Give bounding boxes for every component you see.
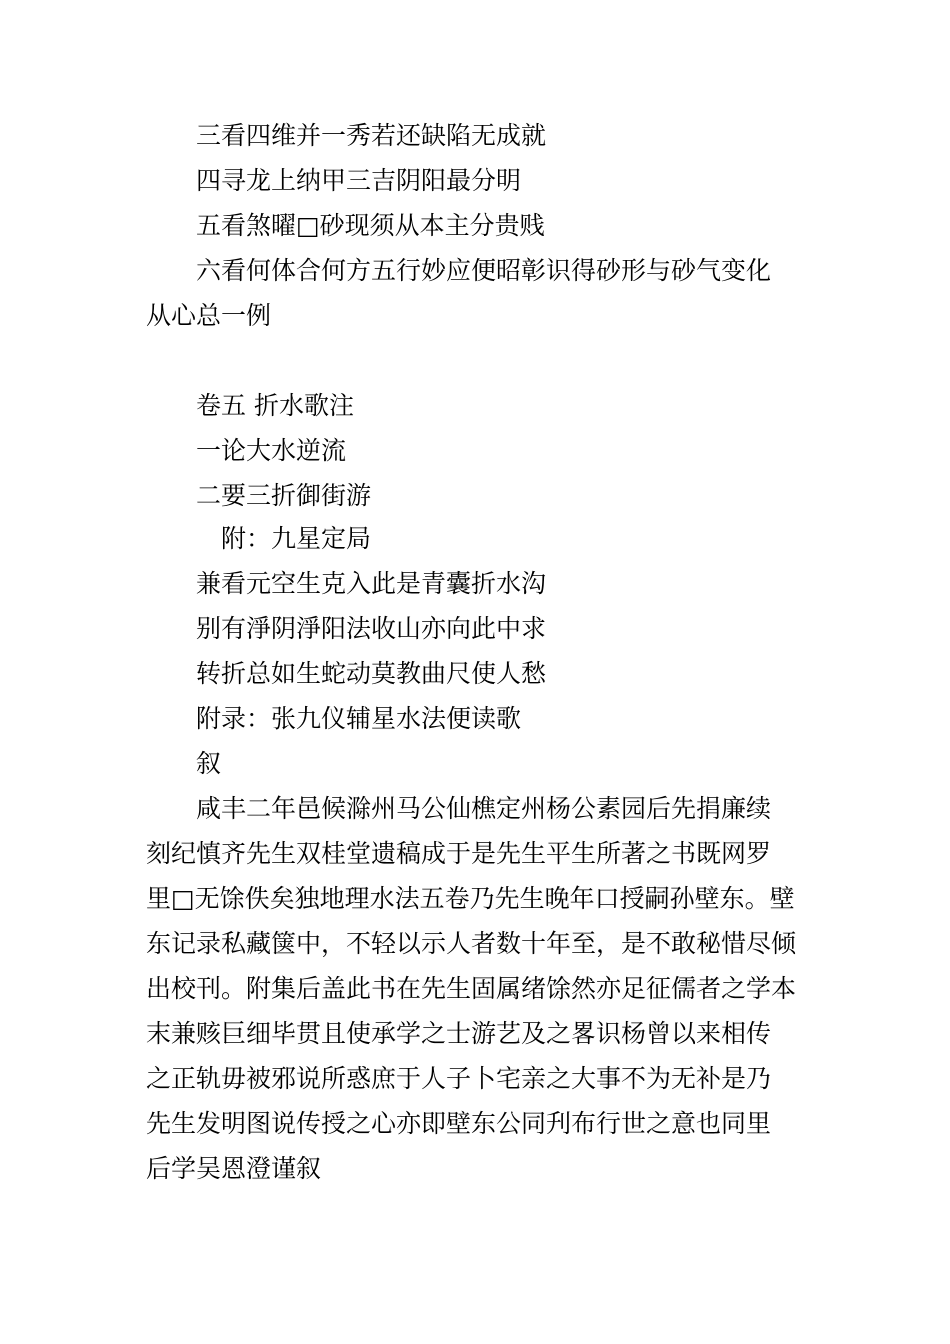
preface-line-8: 先生发明图说传授之心亦即壁东公同刋布行世之意也同里 bbox=[146, 1109, 772, 1138]
preface-line-3: 里□无馀佚矣独地理水法五卷乃先生晚年口授嗣孙壁东。壁 bbox=[146, 884, 795, 913]
text-line-12: 转折总如生蛇动莫教曲尺使人愁 bbox=[196, 659, 547, 688]
preface-line-7: 之正轨毋被邪说所惑庶于人子卜宅亲之大事不为无补是乃 bbox=[146, 1064, 772, 1093]
section-heading: 卷五 折水歌注 bbox=[196, 391, 354, 420]
text-line-3: 五看煞曜□砂现须从本主分贵贱 bbox=[196, 211, 545, 240]
text-line-10: 兼看元空生克入此是青囊折水沟 bbox=[196, 569, 547, 598]
text-line-8: 二要三折御街游 bbox=[196, 481, 372, 510]
text-line-4: 六看何体合何方五行妙应便昭彰识得砂形与砂气变化 bbox=[196, 256, 772, 285]
text-line-9: 附：九星定局 bbox=[221, 524, 372, 553]
text-line-2: 四寻龙上纳甲三吉阴阳最分明 bbox=[196, 166, 522, 195]
preface-line-2: 刻纪慎齐先生双桂堂遗稿成于是先生平生所著之书既网罗 bbox=[146, 839, 772, 868]
preface-line-1: 咸丰二年邑候滁州马公仙樵定州杨公素园后先捐廉续 bbox=[196, 794, 772, 823]
preface-line-5: 出校刊。附集后盖此书在先生固属绪馀然亦足征儒者之学本 bbox=[146, 974, 797, 1003]
appendix-line: 附录：张九仪辅星水法便读歌 bbox=[196, 704, 522, 733]
preface-line-6: 末兼赅巨细毕贯且使承学之士游艺及之畧识杨曾以来相传 bbox=[146, 1019, 772, 1048]
preface-line-4: 东记录私藏箧中，不轻以示人者数十年至，是不敢秘惜尽倾 bbox=[146, 929, 797, 958]
text-line-7: 一论大水逆流 bbox=[196, 436, 347, 465]
text-line-5: 从心总一例 bbox=[146, 301, 272, 330]
text-line-1: 三看四维并一秀若还缺陷无成就 bbox=[196, 121, 547, 150]
preface-heading: 叙 bbox=[196, 749, 222, 778]
text-line-11: 别有淨阴淨阳法收山亦向此中求 bbox=[196, 614, 547, 643]
preface-line-9: 后学吴恩澄谨叙 bbox=[146, 1154, 322, 1183]
